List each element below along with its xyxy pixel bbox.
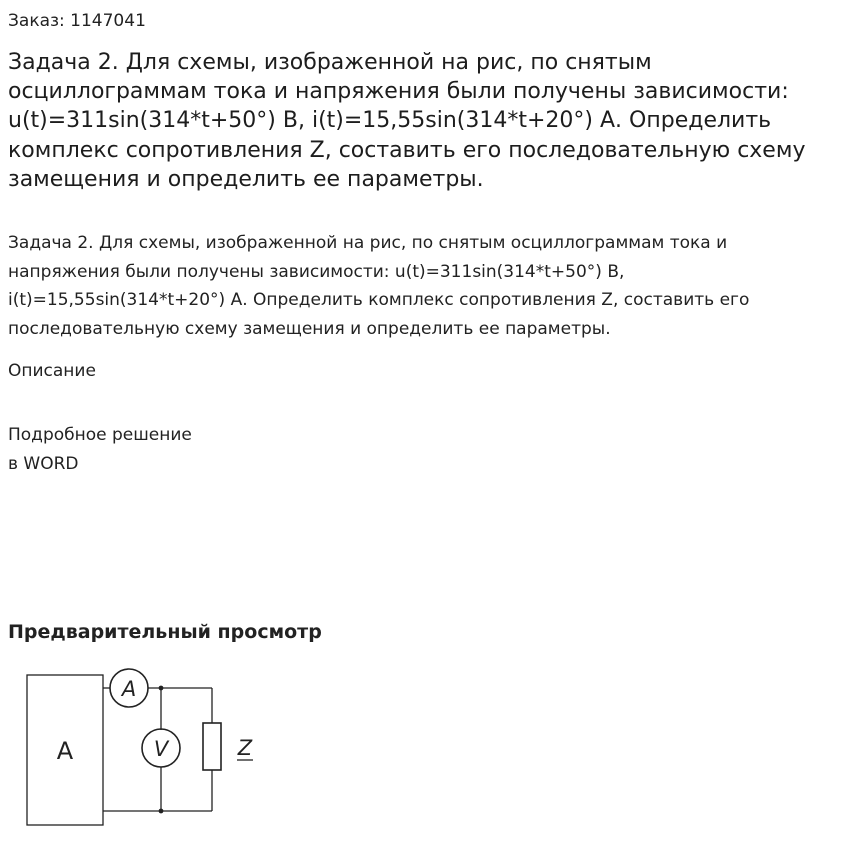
impedance-label: Z	[237, 736, 253, 760]
circuit-diagram	[18, 660, 268, 840]
task-heading: Задача 2. Для схемы, изображенной на рис, по снятым осциллограммам тока и напряжения были получены зависимости: u(t)=311sin(314*t+50°) В, i(t)=15,55sin(314*t+20°) А. Определить комплекс сопротивления Z, составить его последовательную схему замещения и определить ее параметры.	[8, 50, 806, 192]
description-text	[8, 421, 248, 478]
source-block-label: A	[56, 737, 74, 765]
impedance-symbol	[203, 723, 221, 770]
task-description: Задача 2. Для схемы, изображенной на рис, по снятым осциллограммам тока и напряжения были получены зависимости: u(t)=311sin(314*t+50°) В, i(t)=15,55sin(314*t+20°) А. Определить комплекс сопротивления Z, составить его последовательную схему замещения и определить ее параметры.	[8, 233, 750, 340]
ammeter-label: A	[121, 677, 137, 701]
order-number: Заказ: 1147041	[8, 11, 146, 31]
voltmeter-label: V	[153, 737, 169, 761]
description-label: Описание	[8, 361, 96, 381]
preview-title: Предварительный просмотр	[8, 621, 322, 643]
description-line: Подробное решение	[8, 425, 192, 445]
junction-node	[159, 809, 164, 814]
description-line: в WORD	[8, 453, 79, 474]
